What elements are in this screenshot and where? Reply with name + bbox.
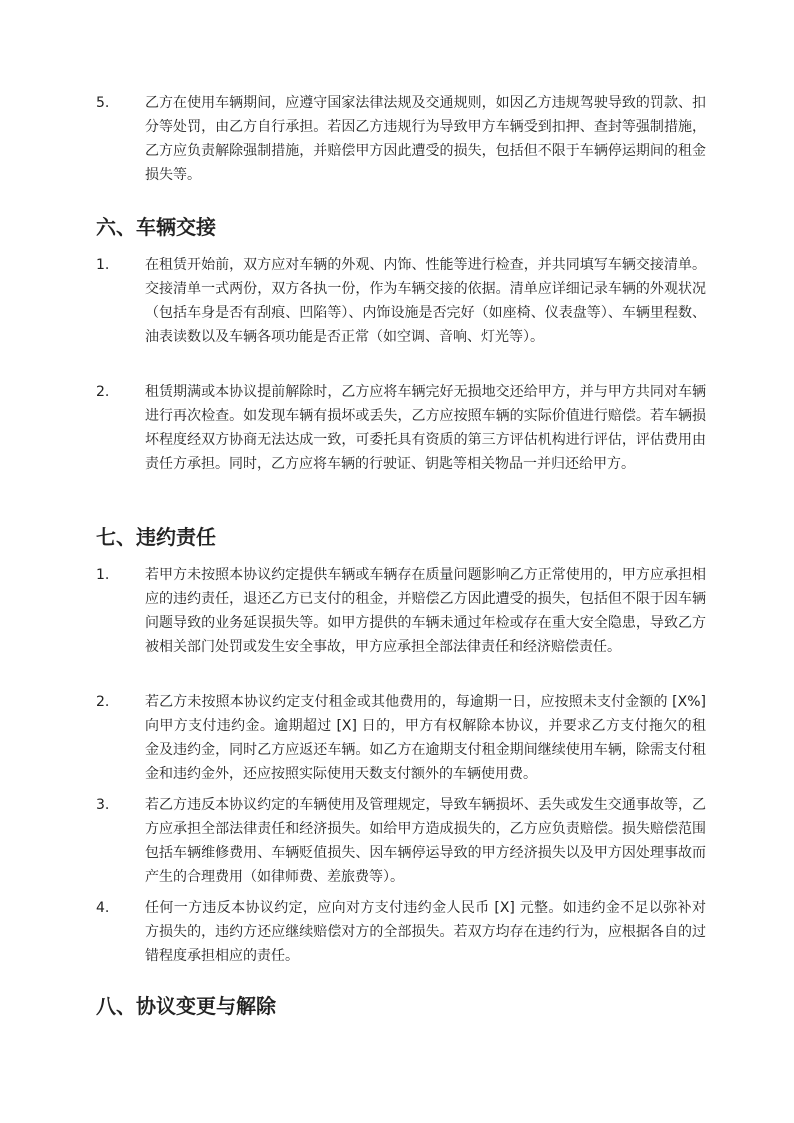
clause-number: 5. — [96, 95, 110, 111]
clause-7-3 — [96, 793, 706, 889]
clause-7-2 — [96, 690, 706, 786]
section-heading-amendment-termination: 八、协议变更与解除 — [96, 994, 276, 1018]
clause-number: 1. — [96, 567, 110, 583]
clause-text: 乙方在使用车辆期间，应遵守国家法律法规及交通规则，如因乙方违规驾驶导致的罚款、扣分等处罚，由乙方自行承担。若因乙方违规行为导致甲方车辆受到扣押、查封等强制措施，乙方应负责解除强制措施，并赔偿甲方因此遭受的损失，包括但不限于车辆停运期间的租金损失等。 — [145, 95, 706, 183]
clause-text: 任何一方违反本协议约定，应向对方支付违约金人民币 [X] 元整。如违约金不足以弥补对方损失的，违约方还应继续赔偿对方的全部损失。若双方均存在违约行为，应根据各自的过错程度承担相应的责任。 — [145, 900, 706, 964]
clause-7-1 — [96, 563, 706, 659]
clause-number: 2. — [96, 694, 110, 710]
clause-6-2 — [96, 380, 706, 476]
clause-text: 租赁期满或本协议提前解除时，乙方应将车辆完好无损地交还给甲方，并与甲方共同对车辆进行再次检查。如发现车辆有损坏或丢失，乙方应按照车辆的实际价值进行赔偿。若车辆损坏程度经双方协商无法达成一致，可委托具有资质的第三方评估机构进行评估，评估费用由责任方承担。同时，乙方应将车辆的行驶证、钥匙等相关物品一并归还给甲方。 — [145, 384, 706, 472]
section-heading-vehicle-handover: 六、车辆交接 — [96, 215, 216, 239]
clause-text: 在租赁开始前，双方应对车辆的外观、内饰、性能等进行检查，并共同填写车辆交接清单。交接清单一式两份，双方各执一份，作为车辆交接的依据。清单应详细记录车辆的外观状况（包括车身是否有刮痕、凹陷等）、内饰设施是否完好（如座椅、仪表盘等）、车辆里程数、油表读数以及车辆各项功能是否正常（如空调、音响、灯光等）。 — [145, 257, 706, 345]
clause-number: 1. — [96, 257, 110, 273]
clause-text: 若乙方未按照本协议约定支付租金或其他费用的，每逾期一日，应按照未支付金额的 [X%] 向甲方支付违约金。逾期超过 [X] 日的，甲方有权解除本协议，并要求乙方支付拖欠的租金及违约金，同时乙方应返还车辆。如乙方在逾期支付租金期间继续使用车辆，除需支付租金和违约金外，还应按照实际使用天数支付额外的车辆使用费。 — [145, 694, 706, 782]
section-heading-liability: 七、违约责任 — [96, 525, 216, 549]
clause-number: 3. — [96, 797, 110, 813]
clause-6-1 — [96, 253, 706, 349]
clause-7-4 — [96, 896, 706, 968]
clause-number: 2. — [96, 384, 110, 400]
clause-text: 若乙方违反本协议约定的车辆使用及管理规定，导致车辆损坏、丢失或发生交通事故等，乙方应承担全部法律责任和经济损失。如给甲方造成损失的，乙方应负责赔偿。损失赔偿范围包括车辆维修费用、车辆贬值损失、因车辆停运导致的甲方经济损失以及甲方因处理事故而产生的合理费用（如律师费、差旅费等）。 — [145, 797, 706, 885]
clause-5-5 — [96, 91, 706, 187]
clause-number: 4. — [96, 900, 110, 916]
clause-text: 若甲方未按照本协议约定提供车辆或车辆存在质量问题影响乙方正常使用的，甲方应承担相应的违约责任，退还乙方已支付的租金，并赔偿乙方因此遭受的损失，包括但不限于因车辆问题导致的业务延误损失等。如甲方提供的车辆未通过年检或存在重大安全隐患，导致乙方被相关部门处罚或发生安全事故，甲方应承担全部法律责任和经济赔偿责任。 — [145, 567, 706, 655]
